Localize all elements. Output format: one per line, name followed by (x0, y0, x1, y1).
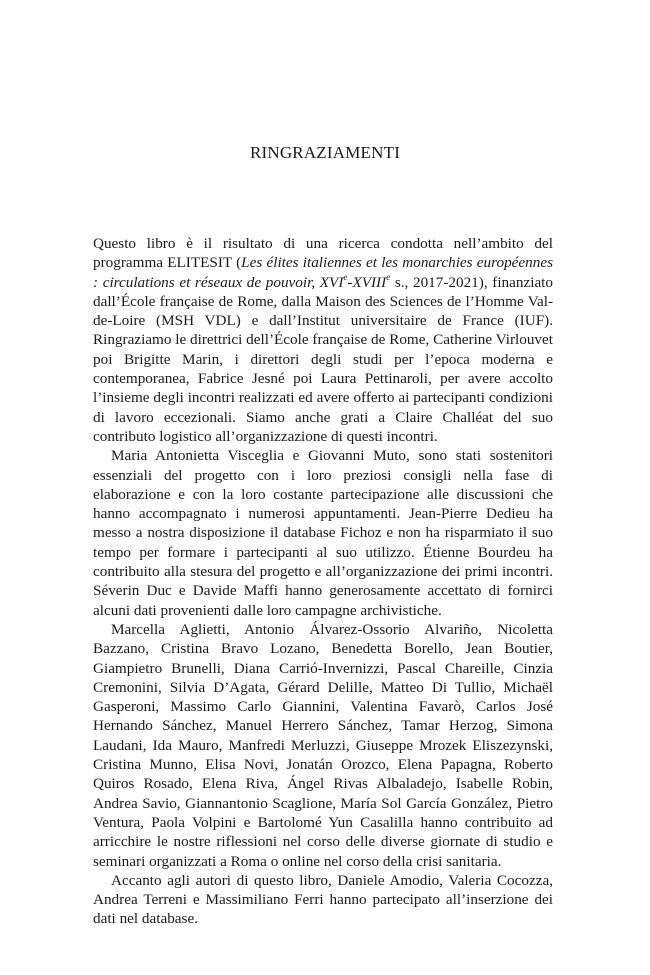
paragraph-1-sup-1: e (343, 271, 348, 282)
paragraph-3: Marcella Aglietti, Antonio Álvarez-Ossorio Alvariño, Nicoletta Bazzano, Cristina Bravo Lozano, Benedetta Borello, Jean Boutier, Giampietro Brunelli, Diana Carrió-Invernizzi, Pascal Chareille, Cinzia Cremonini, Silvia D’Agata, Gérard Delille, Matteo Di Tullio, Michaël Gasperoni, Massimo Carlo Giannini, Valentina Favarò, Carlos José Hernando Sánchez, Manuel Herrero Sánchez, Tamar Herzog, Simona Laudani, Ida Mauro, Manfredi Merluzzi, Giuseppe Mrozek Eliszezynski, Cristina Munno, Elisa Novi, Jonatán Orozco, Elena Papagna, Roberto Quiros Rosado, Elena Riva, Ángel Rivas Albaladejo, Isabelle Robin, Andrea Savio, Giannantonio Scaglione, María Sol García González, Pietro Ventura, Paola Volpini e Bartolomé Yun Casalilla hanno contribuito ad arricchire le nostre riflessioni nel corso delle diverse giornate di studio e seminari organizzati a Roma o online nel corso della crisi sanitaria. (93, 620, 553, 870)
paragraph-2: Maria Antonietta Visceglia e Giovanni Muto, sono stati sostenitori essenziali del progetto con i loro preziosi consigli nella fase di elaborazione e con la loro costante partecipazione alle discussioni che hanno accompagnato i numerosi appuntamenti. Jean-Pierre Dedieu ha messo a nostra disposizione il database Fichoz e non ha risparmiato il suo tempo per formare i partecipanti al suo utilizzo. Étienne Bourdeu ha contribuito alla stesura del progetto e all’organizzazione dei primi incontri. Séverin Duc e Davide Maffi hanno generosamente accettato di fornirci alcuni dati provenienti dalle loro campagne archivistiche. (93, 447, 553, 619)
paragraph-1-text-b: s., 2017-2021), finanziato dall’École française de Rome, dalla Maison des Sciences de l’Homme Val-de-Loire (MSH VDL) e dall’Institut universitaire de France (IUF). Ringraziamo le direttrici dell’École française de Rome, Catherine Virlouvet poi Brigitte Marin, i direttori degli studi per l’epoca moderna e contemporanea, Fabrice Jesné poi Laura Pettinaroli, per avere accolto l’insieme degli incontri realizzati ed avere offerto ai partecipanti condizioni di lavoro eccezionali. Siamo anche grati a Claire Challéat del suo contributo logistico all’organizzazione di questi incontri. (93, 273, 553, 445)
paragraph-1-sup-2: e (386, 271, 391, 282)
paragraph-1-italic-2: -XVIII (347, 273, 387, 291)
body-text (93, 234, 553, 929)
paragraph-4: Accanto agli autori di questo libro, Daniele Amodio, Valeria Cocozza, Andrea Terreni e Massimiliano Ferri hanno partecipato all’inserzione dei dati nel database. (93, 871, 553, 928)
paragraph-1-italic-1: Les élites italiennes et les monarchies européennes : circulations et réseaux de pouvoir, XVI (93, 254, 553, 291)
paragraph-1 (93, 234, 553, 446)
paragraph-1-text-a: Questo libro è il risultato di una ricerca condotta nell’ambito del programma ELITESIT ( (93, 235, 553, 272)
page-title: RINGRAZIAMENTI (249, 143, 401, 162)
